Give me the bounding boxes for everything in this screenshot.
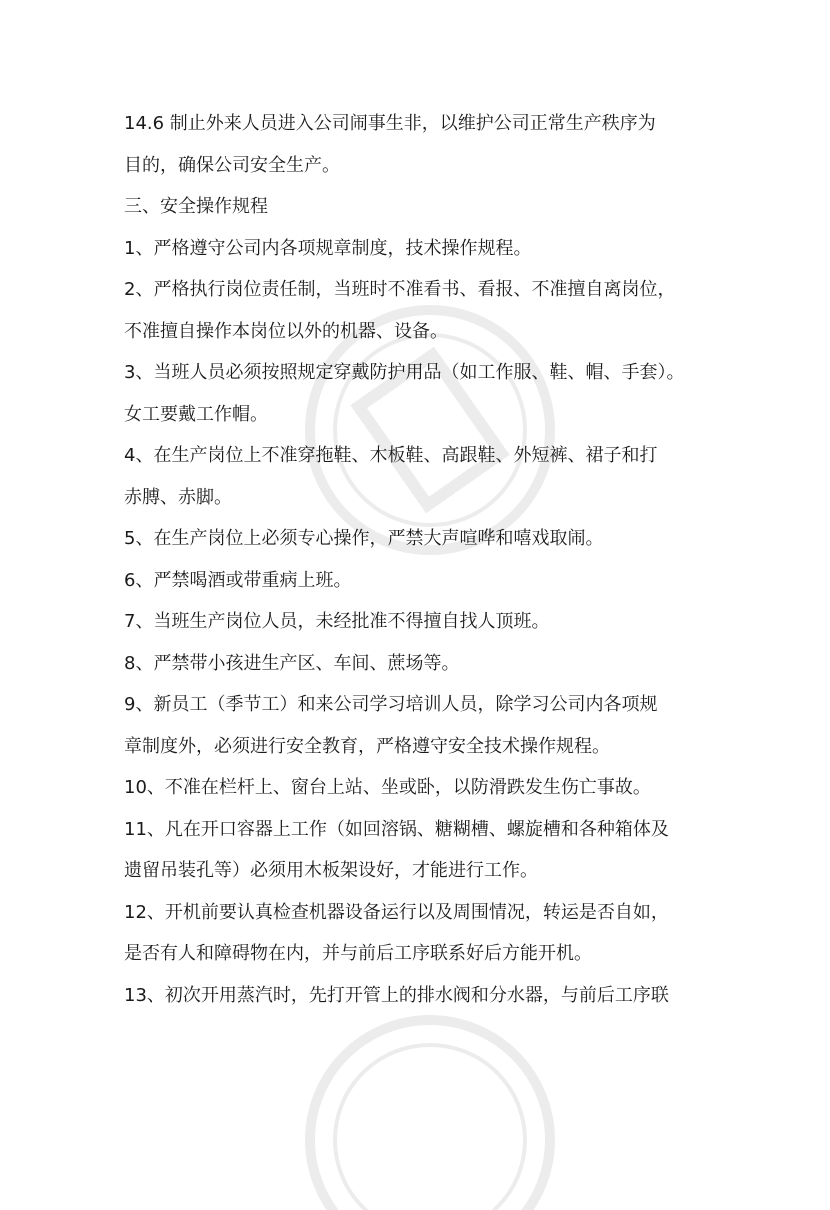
text-line: 是否有人和障碍物在内，并与前后工序联系好后方能开机。 (124, 943, 592, 964)
text-line: 7、当班生产岗位人员，未经批准不得擅自找人顶班。 (124, 611, 550, 632)
text-line: 2、严格执行岗位责任制，当班时不准看书、看报、不准擅自离岗位， (124, 279, 676, 300)
text-line: 10、不准在栏杆上、窗台上站、坐或卧，以防滑跌发生伤亡事故。 (124, 777, 651, 798)
text-line: 目的，确保公司安全生产。 (124, 154, 340, 176)
text-line: 13、初次开用蒸汽时，先打开管上的排水阀和分水器，与前后工序联 (124, 984, 669, 1006)
text-line: 遗留吊装孔等）必须用木板架设好，才能进行工作。 (124, 860, 538, 881)
text-line: 5、在生产岗位上必须专心操作，严禁大声喧哗和嘻戏取闹。 (124, 528, 604, 549)
text-line: 6、严禁喝酒或带重病上班。 (124, 569, 352, 591)
text-line: 4、在生产岗位上不准穿拖鞋、木板鞋、高跟鞋、外短裤、裙子和打 (124, 445, 658, 466)
section-heading: 三、安全操作规程 (124, 196, 268, 217)
watermark-stamp-bottom (300, 1010, 560, 1210)
text-line: 14.6 制止外来人员进入公司闹事生非，以维护公司正常生产秩序为 (124, 113, 656, 134)
text-line: 章制度外，必须进行安全教育，严格遵守安全技术操作规程。 (124, 735, 610, 757)
document-body (124, 103, 724, 1016)
text-line: 3、当班人员必须按照规定穿戴防护用品（如工作服、鞋、帽、手套）。 (124, 362, 685, 383)
text-line: 1、严格遵守公司内各项规章制度，技术操作规程。 (124, 237, 532, 259)
text-line: 8、严禁带小孩进生产区、车间、蔗场等。 (124, 652, 460, 674)
text-line: 11、凡在开口容器上工作（如回溶锅、糖糊槽、螺旋槽和各种箱体及 (124, 818, 669, 840)
text-line: 9、新员工（季节工）和来公司学习培训人员，除学习公司内各项规 (124, 694, 658, 715)
text-line: 不准擅自操作本岗位以外的机器、设备。 (124, 320, 448, 342)
text-line: 12、开机前要认真检查机器设备运行以及周围情况，转运是否自如， (124, 901, 669, 923)
text-line: 赤膊、赤脚。 (124, 486, 232, 508)
text-line: 女工要戴工作帽。 (124, 403, 268, 425)
